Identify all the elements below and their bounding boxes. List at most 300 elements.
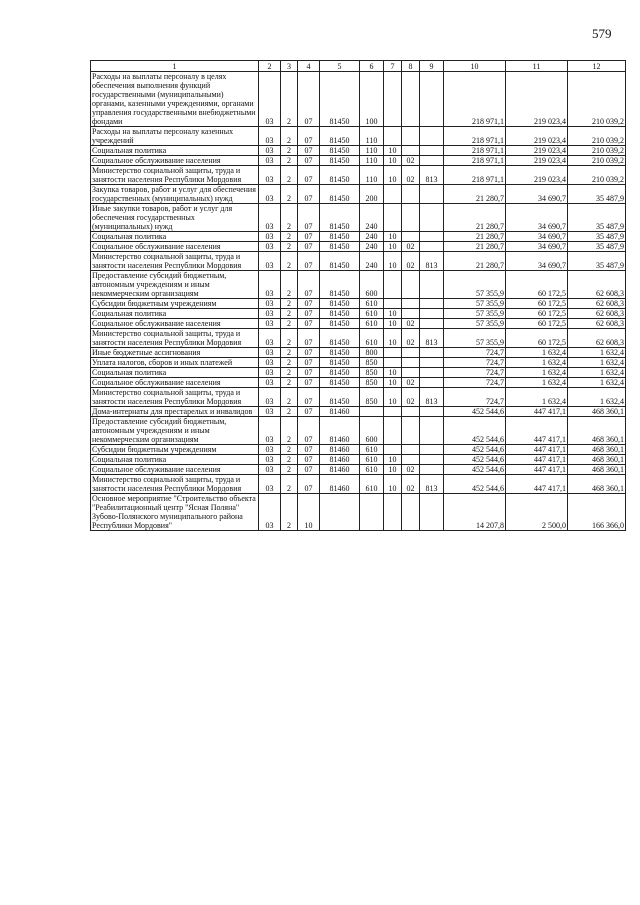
amount-cell: 1 632,4 — [506, 378, 568, 388]
code-cell — [420, 72, 444, 127]
code-cell: 2 — [281, 242, 298, 252]
amount-cell: 219 023,4 — [506, 156, 568, 166]
code-cell: 81450 — [320, 378, 360, 388]
table-row — [91, 242, 626, 252]
code-cell: 2 — [281, 494, 298, 531]
code-cell: 2 — [281, 329, 298, 348]
code-cell: 2 — [281, 475, 298, 494]
table-row — [91, 271, 626, 299]
amount-cell: 34 690,7 — [506, 252, 568, 271]
code-cell: 813 — [420, 166, 444, 185]
code-cell: 03 — [259, 475, 281, 494]
code-cell: 03 — [259, 127, 281, 146]
code-cell: 600 — [360, 417, 384, 445]
code-cell: 10 — [384, 309, 402, 319]
code-cell: 03 — [259, 72, 281, 127]
row-name-cell: Социальное обслуживание населения — [91, 465, 259, 475]
code-cell: 03 — [259, 299, 281, 309]
code-cell: 240 — [360, 204, 384, 232]
code-cell: 2 — [281, 348, 298, 358]
amount-cell: 21 280,7 — [444, 232, 506, 242]
amount-cell: 1 632,4 — [568, 348, 626, 358]
code-cell: 03 — [259, 465, 281, 475]
code-cell: 10 — [384, 329, 402, 348]
code-cell: 110 — [360, 166, 384, 185]
code-cell: 2 — [281, 445, 298, 455]
code-cell — [360, 494, 384, 531]
code-cell: 2 — [281, 417, 298, 445]
code-cell — [420, 242, 444, 252]
code-cell: 81450 — [320, 156, 360, 166]
row-name-cell: Дома-интернаты для престарелых и инвалидов — [91, 407, 259, 417]
code-cell — [402, 127, 420, 146]
table-row — [91, 494, 626, 531]
amount-cell: 724,7 — [444, 358, 506, 368]
code-cell: 02 — [402, 319, 420, 329]
amount-cell: 1 632,4 — [568, 388, 626, 407]
code-cell — [420, 299, 444, 309]
code-cell: 03 — [259, 388, 281, 407]
code-cell: 10 — [384, 242, 402, 252]
code-cell: 800 — [360, 348, 384, 358]
code-cell — [420, 185, 444, 204]
code-cell: 07 — [298, 242, 320, 252]
code-cell: 07 — [298, 271, 320, 299]
amount-cell: 57 355,9 — [444, 329, 506, 348]
code-cell: 03 — [259, 407, 281, 417]
amount-cell: 35 487,9 — [568, 232, 626, 242]
amount-cell: 468 360,1 — [568, 445, 626, 455]
code-cell: 03 — [259, 455, 281, 465]
code-cell: 2 — [281, 185, 298, 204]
amount-cell: 34 690,7 — [506, 204, 568, 232]
code-cell: 81460 — [320, 407, 360, 417]
code-cell: 240 — [360, 252, 384, 271]
code-cell: 07 — [298, 455, 320, 465]
code-cell: 610 — [360, 329, 384, 348]
code-cell — [420, 271, 444, 299]
table-row — [91, 445, 626, 455]
code-cell: 07 — [298, 309, 320, 319]
code-cell: 610 — [360, 299, 384, 309]
amount-cell: 219 023,4 — [506, 72, 568, 127]
row-name-cell: Министерство социальной защиты, труда и занятости населения Республики Мордовия — [91, 252, 259, 271]
table-row — [91, 348, 626, 358]
code-cell: 240 — [360, 232, 384, 242]
page-number: 579 — [592, 26, 612, 41]
code-cell: 2 — [281, 166, 298, 185]
code-cell: 07 — [298, 127, 320, 146]
amount-cell: 218 971,1 — [444, 156, 506, 166]
table-row — [91, 166, 626, 185]
code-cell: 02 — [402, 242, 420, 252]
code-cell: 07 — [298, 185, 320, 204]
header-row — [91, 61, 626, 72]
row-name-cell: Министерство социальной защиты, труда и занятости населения Республики Мордовия — [91, 166, 259, 185]
code-cell: 81450 — [320, 299, 360, 309]
code-cell: 03 — [259, 378, 281, 388]
code-cell — [384, 494, 402, 531]
amount-cell: 34 690,7 — [506, 185, 568, 204]
code-cell: 610 — [360, 319, 384, 329]
code-cell: 100 — [360, 72, 384, 127]
code-cell: 81450 — [320, 319, 360, 329]
code-cell: 81450 — [320, 166, 360, 185]
code-cell: 81450 — [320, 329, 360, 348]
code-cell: 600 — [360, 271, 384, 299]
code-cell — [402, 72, 420, 127]
code-cell: 2 — [281, 388, 298, 407]
code-cell: 03 — [259, 494, 281, 531]
code-cell — [420, 417, 444, 445]
row-name-cell: Социальная политика — [91, 368, 259, 378]
row-name-cell: Социальная политика — [91, 455, 259, 465]
code-cell: 850 — [360, 368, 384, 378]
code-cell — [420, 127, 444, 146]
code-cell: 81460 — [320, 445, 360, 455]
header-cell: 10 — [444, 61, 506, 72]
code-cell: 10 — [384, 232, 402, 242]
code-cell: 02 — [402, 378, 420, 388]
table-row — [91, 299, 626, 309]
amount-cell: 210 039,2 — [568, 146, 626, 156]
row-name-cell: Субсидии бюджетным учреждениям — [91, 445, 259, 455]
row-name-cell: Социальное обслуживание населения — [91, 156, 259, 166]
code-cell: 03 — [259, 348, 281, 358]
code-cell: 03 — [259, 309, 281, 319]
code-cell: 110 — [360, 146, 384, 156]
table-row — [91, 388, 626, 407]
table-row — [91, 358, 626, 368]
code-cell: 07 — [298, 445, 320, 455]
row-name-cell: Иные бюджетные ассигнования — [91, 348, 259, 358]
amount-cell: 447 417,1 — [506, 455, 568, 465]
row-name-cell: Министерство социальной защиты, труда и занятости населения Республики Мордовия — [91, 329, 259, 348]
amount-cell: 468 360,1 — [568, 455, 626, 465]
code-cell — [420, 309, 444, 319]
code-cell: 240 — [360, 242, 384, 252]
amount-cell: 218 971,1 — [444, 72, 506, 127]
code-cell: 2 — [281, 319, 298, 329]
amount-cell: 210 039,2 — [568, 156, 626, 166]
code-cell — [420, 232, 444, 242]
code-cell: 81450 — [320, 146, 360, 156]
amount-cell: 218 971,1 — [444, 127, 506, 146]
table-row — [91, 378, 626, 388]
table-row — [91, 146, 626, 156]
code-cell: 2 — [281, 204, 298, 232]
code-cell: 81460 — [320, 465, 360, 475]
code-cell — [402, 455, 420, 465]
code-cell: 07 — [298, 378, 320, 388]
amount-cell: 452 544,6 — [444, 475, 506, 494]
code-cell: 81450 — [320, 204, 360, 232]
code-cell: 81460 — [320, 455, 360, 465]
row-name-cell: Социальная политика — [91, 146, 259, 156]
amount-cell: 219 023,4 — [506, 127, 568, 146]
amount-cell: 452 544,6 — [444, 445, 506, 455]
code-cell: 07 — [298, 465, 320, 475]
code-cell: 2 — [281, 358, 298, 368]
amount-cell: 60 172,5 — [506, 319, 568, 329]
code-cell: 03 — [259, 271, 281, 299]
amount-cell: 21 280,7 — [444, 242, 506, 252]
amount-cell: 60 172,5 — [506, 309, 568, 319]
code-cell: 610 — [360, 465, 384, 475]
table-row — [91, 475, 626, 494]
code-cell: 81450 — [320, 232, 360, 242]
code-cell — [420, 358, 444, 368]
code-cell — [402, 146, 420, 156]
table-row — [91, 329, 626, 348]
row-name-cell: Предоставление субсидий бюджетным, автономным учреждениям и иным некоммерческим организациям — [91, 417, 259, 445]
code-cell: 02 — [402, 465, 420, 475]
row-name-cell: Расходы на выплаты персоналу в целях обеспечения выполнения функций государственными (муниципальными) органами, казенными учреждениями, органами управления государственными внебюджетными фондами — [91, 72, 259, 127]
row-name-cell: Социальная политика — [91, 309, 259, 319]
code-cell — [384, 271, 402, 299]
row-name-cell: Социальная политика — [91, 232, 259, 242]
amount-cell: 1 632,4 — [568, 358, 626, 368]
code-cell: 2 — [281, 378, 298, 388]
amount-cell: 452 544,6 — [444, 455, 506, 465]
code-cell: 81450 — [320, 309, 360, 319]
code-cell: 2 — [281, 465, 298, 475]
code-cell: 2 — [281, 232, 298, 242]
code-cell: 02 — [402, 156, 420, 166]
amount-cell: 57 355,9 — [444, 271, 506, 299]
code-cell: 850 — [360, 378, 384, 388]
code-cell: 10 — [298, 494, 320, 531]
table-row — [91, 455, 626, 465]
code-cell: 07 — [298, 407, 320, 417]
row-name-cell: Предоставление субсидий бюджетным, автономным учреждениям и иным некоммерческим организациям — [91, 271, 259, 299]
amount-cell: 210 039,2 — [568, 127, 626, 146]
code-cell — [402, 494, 420, 531]
code-cell — [384, 299, 402, 309]
code-cell: 81450 — [320, 72, 360, 127]
amount-cell: 60 172,5 — [506, 329, 568, 348]
amount-cell: 2 500,0 — [506, 494, 568, 531]
code-cell: 110 — [360, 156, 384, 166]
amount-cell: 57 355,9 — [444, 319, 506, 329]
row-name-cell: Министерство социальной защиты, труда и занятости населения Республики Мордовия — [91, 388, 259, 407]
code-cell — [402, 368, 420, 378]
code-cell: 110 — [360, 127, 384, 146]
code-cell: 03 — [259, 242, 281, 252]
code-cell: 07 — [298, 252, 320, 271]
code-cell: 81450 — [320, 242, 360, 252]
amount-cell: 34 690,7 — [506, 242, 568, 252]
code-cell — [384, 185, 402, 204]
amount-cell: 447 417,1 — [506, 445, 568, 455]
amount-cell: 210 039,2 — [568, 166, 626, 185]
amount-cell: 452 544,6 — [444, 407, 506, 417]
code-cell: 03 — [259, 417, 281, 445]
amount-cell: 724,7 — [444, 348, 506, 358]
amount-cell: 218 971,1 — [444, 166, 506, 185]
code-cell: 03 — [259, 358, 281, 368]
code-cell: 07 — [298, 299, 320, 309]
table-row — [91, 127, 626, 146]
code-cell: 2 — [281, 252, 298, 271]
row-name-cell: Социальное обслуживание населения — [91, 319, 259, 329]
code-cell: 07 — [298, 358, 320, 368]
amount-cell: 447 417,1 — [506, 475, 568, 494]
code-cell — [402, 271, 420, 299]
code-cell: 07 — [298, 204, 320, 232]
code-cell — [384, 417, 402, 445]
amount-cell: 62 608,3 — [568, 299, 626, 309]
code-cell — [402, 407, 420, 417]
code-cell: 10 — [384, 368, 402, 378]
code-cell: 2 — [281, 156, 298, 166]
amount-cell: 724,7 — [444, 378, 506, 388]
code-cell: 10 — [384, 378, 402, 388]
header-cell: 8 — [402, 61, 420, 72]
code-cell: 81450 — [320, 127, 360, 146]
code-cell: 81450 — [320, 348, 360, 358]
header-cell: 5 — [320, 61, 360, 72]
code-cell: 2 — [281, 271, 298, 299]
code-cell: 200 — [360, 185, 384, 204]
code-cell: 02 — [402, 252, 420, 271]
table-body — [91, 72, 626, 531]
code-cell — [384, 204, 402, 232]
amount-cell: 62 608,3 — [568, 319, 626, 329]
amount-cell: 468 360,1 — [568, 465, 626, 475]
amount-cell: 447 417,1 — [506, 417, 568, 445]
header-cell: 12 — [568, 61, 626, 72]
header-cell: 2 — [259, 61, 281, 72]
code-cell: 610 — [360, 455, 384, 465]
code-cell — [420, 455, 444, 465]
row-name-cell: Субсидии бюджетным учреждениям — [91, 299, 259, 309]
code-cell: 2 — [281, 299, 298, 309]
table-row — [91, 417, 626, 445]
code-cell: 2 — [281, 127, 298, 146]
code-cell: 03 — [259, 166, 281, 185]
code-cell: 03 — [259, 156, 281, 166]
code-cell: 81450 — [320, 388, 360, 407]
code-cell: 10 — [384, 455, 402, 465]
amount-cell: 1 632,4 — [506, 388, 568, 407]
code-cell: 813 — [420, 475, 444, 494]
amount-cell: 57 355,9 — [444, 309, 506, 319]
code-cell — [384, 348, 402, 358]
code-cell: 610 — [360, 445, 384, 455]
code-cell: 81450 — [320, 271, 360, 299]
code-cell: 850 — [360, 358, 384, 368]
table-row — [91, 465, 626, 475]
code-cell — [420, 156, 444, 166]
table-row — [91, 407, 626, 417]
code-cell — [402, 299, 420, 309]
table-row — [91, 309, 626, 319]
code-cell: 03 — [259, 204, 281, 232]
code-cell — [384, 72, 402, 127]
code-cell: 10 — [384, 146, 402, 156]
code-cell — [320, 494, 360, 531]
row-name-cell: Министерство социальной защиты, труда и занятости населения Республики Мордовия — [91, 475, 259, 494]
code-cell — [420, 146, 444, 156]
code-cell: 07 — [298, 348, 320, 358]
amount-cell: 35 487,9 — [568, 185, 626, 204]
row-name-cell: Уплата налогов, сборов и иных платежей — [91, 358, 259, 368]
amount-cell: 21 280,7 — [444, 204, 506, 232]
code-cell: 07 — [298, 368, 320, 378]
code-cell — [384, 407, 402, 417]
code-cell — [420, 378, 444, 388]
code-cell: 2 — [281, 309, 298, 319]
code-cell — [360, 407, 384, 417]
code-cell — [402, 348, 420, 358]
amount-cell: 724,7 — [444, 368, 506, 378]
amount-cell: 1 632,4 — [568, 368, 626, 378]
amount-cell: 166 366,0 — [568, 494, 626, 531]
code-cell: 03 — [259, 329, 281, 348]
code-cell: 07 — [298, 166, 320, 185]
code-cell: 02 — [402, 388, 420, 407]
code-cell: 03 — [259, 252, 281, 271]
code-cell — [402, 358, 420, 368]
row-name-cell: Иные закупки товаров, работ и услуг для обеспечения государственных (муниципальных) нужд — [91, 204, 259, 232]
code-cell — [420, 407, 444, 417]
amount-cell: 35 487,9 — [568, 204, 626, 232]
code-cell: 03 — [259, 445, 281, 455]
code-cell: 81450 — [320, 358, 360, 368]
table-row — [91, 252, 626, 271]
code-cell: 10 — [384, 319, 402, 329]
amount-cell: 468 360,1 — [568, 475, 626, 494]
code-cell: 10 — [384, 166, 402, 185]
code-cell: 81450 — [320, 368, 360, 378]
table-row — [91, 204, 626, 232]
code-cell — [384, 445, 402, 455]
amount-cell: 62 608,3 — [568, 271, 626, 299]
amount-cell: 1 632,4 — [568, 378, 626, 388]
code-cell: 610 — [360, 475, 384, 494]
code-cell: 2 — [281, 455, 298, 465]
code-cell: 07 — [298, 417, 320, 445]
code-cell: 07 — [298, 232, 320, 242]
amount-cell: 62 608,3 — [568, 309, 626, 319]
code-cell: 813 — [420, 388, 444, 407]
code-cell: 813 — [420, 252, 444, 271]
code-cell — [420, 445, 444, 455]
amount-cell: 1 632,4 — [506, 368, 568, 378]
code-cell: 03 — [259, 146, 281, 156]
code-cell: 2 — [281, 368, 298, 378]
code-cell: 02 — [402, 475, 420, 494]
amount-cell: 447 417,1 — [506, 407, 568, 417]
table-row — [91, 156, 626, 166]
code-cell — [420, 348, 444, 358]
code-cell: 03 — [259, 232, 281, 242]
code-cell: 10 — [384, 475, 402, 494]
table-row — [91, 319, 626, 329]
amount-cell: 447 417,1 — [506, 465, 568, 475]
amount-cell: 724,7 — [444, 388, 506, 407]
amount-cell: 468 360,1 — [568, 407, 626, 417]
amount-cell: 14 207,8 — [444, 494, 506, 531]
row-name-cell: Расходы на выплаты персоналу казенных учреждений — [91, 127, 259, 146]
budget-table — [90, 60, 626, 531]
amount-cell: 1 632,4 — [506, 358, 568, 368]
code-cell: 850 — [360, 388, 384, 407]
row-name-cell: Социальное обслуживание населения — [91, 242, 259, 252]
code-cell: 2 — [281, 146, 298, 156]
code-cell — [402, 445, 420, 455]
